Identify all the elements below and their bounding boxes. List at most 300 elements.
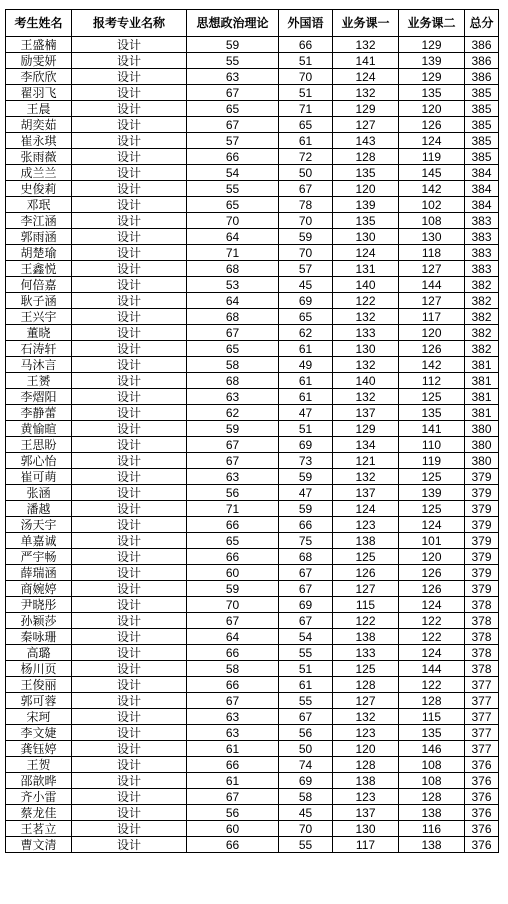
cell-foreign-language-score: 51 xyxy=(279,85,333,101)
cell-major: 设计 xyxy=(72,389,187,405)
table-row xyxy=(6,709,499,725)
table-row xyxy=(6,421,499,437)
table-row xyxy=(6,69,499,85)
table-row xyxy=(6,405,499,421)
cell-course-one-score: 141 xyxy=(333,53,399,69)
cell-total-score: 379 xyxy=(465,565,499,581)
cell-total-score: 377 xyxy=(465,725,499,741)
cell-major: 设计 xyxy=(72,597,187,613)
cell-major: 设计 xyxy=(72,181,187,197)
cell-course-two-score: 118 xyxy=(399,245,465,261)
table-row xyxy=(6,133,499,149)
cell-candidate-name: 严宇畅 xyxy=(6,549,72,565)
cell-politics-score: 68 xyxy=(187,309,279,325)
cell-candidate-name: 王贺 xyxy=(6,757,72,773)
cell-politics-score: 70 xyxy=(187,597,279,613)
cell-major: 设计 xyxy=(72,821,187,837)
cell-total-score: 383 xyxy=(465,229,499,245)
cell-foreign-language-score: 71 xyxy=(279,101,333,117)
cell-course-two-score: 128 xyxy=(399,693,465,709)
cell-course-two-score: 141 xyxy=(399,421,465,437)
cell-course-two-score: 142 xyxy=(399,181,465,197)
cell-foreign-language-score: 74 xyxy=(279,757,333,773)
cell-course-one-score: 130 xyxy=(333,229,399,245)
cell-major: 设计 xyxy=(72,293,187,309)
cell-course-two-score: 129 xyxy=(399,69,465,85)
cell-major: 设计 xyxy=(72,629,187,645)
cell-course-two-score: 119 xyxy=(399,453,465,469)
cell-major: 设计 xyxy=(72,709,187,725)
cell-major: 设计 xyxy=(72,757,187,773)
cell-major: 设计 xyxy=(72,613,187,629)
cell-politics-score: 63 xyxy=(187,725,279,741)
cell-course-two-score: 139 xyxy=(399,485,465,501)
cell-course-one-score: 138 xyxy=(333,533,399,549)
cell-foreign-language-score: 61 xyxy=(279,133,333,149)
cell-candidate-name: 张涵 xyxy=(6,485,72,501)
table-row xyxy=(6,597,499,613)
cell-politics-score: 59 xyxy=(187,37,279,53)
cell-politics-score: 67 xyxy=(187,789,279,805)
cell-foreign-language-score: 67 xyxy=(279,581,333,597)
cell-foreign-language-score: 62 xyxy=(279,325,333,341)
cell-politics-score: 65 xyxy=(187,197,279,213)
cell-total-score: 385 xyxy=(465,101,499,117)
table-row xyxy=(6,773,499,789)
cell-foreign-language-score: 55 xyxy=(279,693,333,709)
cell-course-two-score: 142 xyxy=(399,357,465,373)
cell-course-one-score: 128 xyxy=(333,677,399,693)
table-row xyxy=(6,437,499,453)
cell-candidate-name: 李江涵 xyxy=(6,213,72,229)
cell-politics-score: 68 xyxy=(187,261,279,277)
cell-course-two-score: 124 xyxy=(399,517,465,533)
cell-total-score: 381 xyxy=(465,357,499,373)
table-row xyxy=(6,261,499,277)
cell-politics-score: 66 xyxy=(187,757,279,773)
cell-course-one-score: 130 xyxy=(333,341,399,357)
cell-foreign-language-score: 72 xyxy=(279,149,333,165)
table-row xyxy=(6,485,499,501)
cell-foreign-language-score: 70 xyxy=(279,213,333,229)
cell-course-one-score: 134 xyxy=(333,437,399,453)
cell-total-score: 380 xyxy=(465,421,499,437)
cell-major: 设计 xyxy=(72,149,187,165)
cell-total-score: 379 xyxy=(465,549,499,565)
cell-major: 设计 xyxy=(72,421,187,437)
cell-course-two-score: 124 xyxy=(399,645,465,661)
cell-politics-score: 66 xyxy=(187,549,279,565)
cell-total-score: 379 xyxy=(465,501,499,517)
cell-candidate-name: 王盛楠 xyxy=(6,37,72,53)
cell-total-score: 378 xyxy=(465,597,499,613)
cell-candidate-name: 曹文清 xyxy=(6,837,72,853)
cell-course-two-score: 126 xyxy=(399,581,465,597)
cell-politics-score: 64 xyxy=(187,629,279,645)
header-course-two: 业务课二 xyxy=(399,10,465,37)
cell-total-score: 381 xyxy=(465,389,499,405)
cell-major: 设计 xyxy=(72,245,187,261)
cell-candidate-name: 蔡龙佳 xyxy=(6,805,72,821)
cell-total-score: 385 xyxy=(465,149,499,165)
table-row xyxy=(6,37,499,53)
cell-candidate-name: 王鑫悦 xyxy=(6,261,72,277)
table-row xyxy=(6,629,499,645)
table-row xyxy=(6,789,499,805)
cell-major: 设计 xyxy=(72,37,187,53)
cell-course-two-score: 117 xyxy=(399,309,465,325)
cell-politics-score: 65 xyxy=(187,341,279,357)
cell-candidate-name: 何倍嘉 xyxy=(6,277,72,293)
cell-candidate-name: 郭可蓉 xyxy=(6,693,72,709)
table-row xyxy=(6,309,499,325)
cell-course-one-score: 128 xyxy=(333,757,399,773)
cell-course-two-score: 108 xyxy=(399,773,465,789)
table-row xyxy=(6,389,499,405)
header-major: 报考专业名称 xyxy=(72,10,187,37)
cell-foreign-language-score: 68 xyxy=(279,549,333,565)
cell-candidate-name: 秦咏珊 xyxy=(6,629,72,645)
cell-total-score: 378 xyxy=(465,661,499,677)
cell-course-one-score: 132 xyxy=(333,357,399,373)
cell-foreign-language-score: 50 xyxy=(279,741,333,757)
cell-major: 设计 xyxy=(72,837,187,853)
cell-candidate-name: 邵歆晔 xyxy=(6,773,72,789)
table-row xyxy=(6,837,499,853)
cell-politics-score: 67 xyxy=(187,613,279,629)
cell-politics-score: 67 xyxy=(187,437,279,453)
table-row xyxy=(6,805,499,821)
cell-total-score: 384 xyxy=(465,197,499,213)
cell-course-one-score: 128 xyxy=(333,149,399,165)
cell-major: 设计 xyxy=(72,645,187,661)
cell-candidate-name: 崔永琪 xyxy=(6,133,72,149)
cell-politics-score: 63 xyxy=(187,709,279,725)
cell-course-one-score: 133 xyxy=(333,325,399,341)
cell-course-one-score: 120 xyxy=(333,181,399,197)
cell-major: 设计 xyxy=(72,325,187,341)
cell-candidate-name: 郭心怡 xyxy=(6,453,72,469)
cell-total-score: 383 xyxy=(465,213,499,229)
cell-major: 设计 xyxy=(72,469,187,485)
cell-course-one-score: 143 xyxy=(333,133,399,149)
cell-course-one-score: 132 xyxy=(333,309,399,325)
cell-total-score: 381 xyxy=(465,405,499,421)
cell-foreign-language-score: 70 xyxy=(279,821,333,837)
cell-foreign-language-score: 45 xyxy=(279,277,333,293)
cell-major: 设计 xyxy=(72,789,187,805)
cell-course-two-score: 112 xyxy=(399,373,465,389)
cell-politics-score: 61 xyxy=(187,773,279,789)
cell-course-one-score: 132 xyxy=(333,709,399,725)
cell-candidate-name: 董晓 xyxy=(6,325,72,341)
cell-politics-score: 60 xyxy=(187,565,279,581)
cell-politics-score: 63 xyxy=(187,389,279,405)
cell-politics-score: 59 xyxy=(187,421,279,437)
table-row xyxy=(6,581,499,597)
cell-candidate-name: 励雯妍 xyxy=(6,53,72,69)
score-sheet xyxy=(5,9,499,853)
cell-politics-score: 71 xyxy=(187,245,279,261)
cell-major: 设计 xyxy=(72,485,187,501)
table-row xyxy=(6,645,499,661)
table-row xyxy=(6,53,499,69)
cell-foreign-language-score: 67 xyxy=(279,181,333,197)
cell-foreign-language-score: 67 xyxy=(279,709,333,725)
cell-major: 设计 xyxy=(72,661,187,677)
cell-candidate-name: 成兰兰 xyxy=(6,165,72,181)
cell-foreign-language-score: 54 xyxy=(279,629,333,645)
cell-politics-score: 61 xyxy=(187,741,279,757)
cell-total-score: 385 xyxy=(465,117,499,133)
cell-foreign-language-score: 59 xyxy=(279,501,333,517)
cell-course-one-score: 123 xyxy=(333,517,399,533)
cell-total-score: 382 xyxy=(465,309,499,325)
cell-course-one-score: 126 xyxy=(333,565,399,581)
table-row xyxy=(6,325,499,341)
cell-course-two-score: 126 xyxy=(399,117,465,133)
cell-politics-score: 67 xyxy=(187,325,279,341)
cell-course-two-score: 127 xyxy=(399,293,465,309)
cell-course-one-score: 122 xyxy=(333,293,399,309)
cell-course-two-score: 122 xyxy=(399,629,465,645)
cell-candidate-name: 高璐 xyxy=(6,645,72,661)
cell-major: 设计 xyxy=(72,341,187,357)
cell-course-one-score: 129 xyxy=(333,101,399,117)
cell-candidate-name: 王赟 xyxy=(6,373,72,389)
cell-course-one-score: 124 xyxy=(333,69,399,85)
cell-course-one-score: 120 xyxy=(333,741,399,757)
cell-major: 设计 xyxy=(72,549,187,565)
cell-politics-score: 64 xyxy=(187,229,279,245)
cell-major: 设计 xyxy=(72,53,187,69)
cell-major: 设计 xyxy=(72,229,187,245)
cell-foreign-language-score: 47 xyxy=(279,485,333,501)
table-row xyxy=(6,741,499,757)
cell-politics-score: 66 xyxy=(187,677,279,693)
cell-course-two-score: 110 xyxy=(399,437,465,453)
cell-foreign-language-score: 75 xyxy=(279,533,333,549)
cell-candidate-name: 耿子涵 xyxy=(6,293,72,309)
cell-candidate-name: 商婉婷 xyxy=(6,581,72,597)
cell-course-one-score: 133 xyxy=(333,645,399,661)
table-row xyxy=(6,277,499,293)
cell-course-two-score: 135 xyxy=(399,405,465,421)
cell-course-one-score: 140 xyxy=(333,277,399,293)
cell-foreign-language-score: 70 xyxy=(279,69,333,85)
cell-total-score: 376 xyxy=(465,837,499,853)
cell-politics-score: 71 xyxy=(187,501,279,517)
header-course-one: 业务课一 xyxy=(333,10,399,37)
cell-course-two-score: 102 xyxy=(399,197,465,213)
cell-major: 设计 xyxy=(72,213,187,229)
cell-course-one-score: 124 xyxy=(333,501,399,517)
cell-total-score: 381 xyxy=(465,373,499,389)
cell-foreign-language-score: 59 xyxy=(279,229,333,245)
cell-total-score: 383 xyxy=(465,245,499,261)
cell-major: 设计 xyxy=(72,533,187,549)
cell-course-one-score: 135 xyxy=(333,213,399,229)
table-row xyxy=(6,357,499,373)
cell-major: 设计 xyxy=(72,565,187,581)
cell-course-one-score: 127 xyxy=(333,117,399,133)
cell-major: 设计 xyxy=(72,805,187,821)
cell-total-score: 382 xyxy=(465,293,499,309)
cell-course-two-score: 126 xyxy=(399,341,465,357)
cell-politics-score: 67 xyxy=(187,693,279,709)
cell-course-two-score: 101 xyxy=(399,533,465,549)
cell-course-two-score: 144 xyxy=(399,661,465,677)
cell-total-score: 376 xyxy=(465,757,499,773)
table-row xyxy=(6,373,499,389)
cell-candidate-name: 王茗立 xyxy=(6,821,72,837)
cell-candidate-name: 李熠阳 xyxy=(6,389,72,405)
cell-politics-score: 66 xyxy=(187,837,279,853)
cell-politics-score: 65 xyxy=(187,533,279,549)
cell-course-one-score: 127 xyxy=(333,581,399,597)
cell-course-one-score: 132 xyxy=(333,85,399,101)
cell-foreign-language-score: 61 xyxy=(279,373,333,389)
cell-candidate-name: 胡楚瑜 xyxy=(6,245,72,261)
cell-course-one-score: 132 xyxy=(333,389,399,405)
cell-foreign-language-score: 49 xyxy=(279,357,333,373)
cell-foreign-language-score: 45 xyxy=(279,805,333,821)
cell-course-one-score: 124 xyxy=(333,245,399,261)
cell-total-score: 385 xyxy=(465,85,499,101)
cell-course-one-score: 138 xyxy=(333,773,399,789)
cell-politics-score: 66 xyxy=(187,149,279,165)
cell-total-score: 386 xyxy=(465,69,499,85)
cell-total-score: 377 xyxy=(465,709,499,725)
cell-candidate-name: 王思盼 xyxy=(6,437,72,453)
cell-politics-score: 66 xyxy=(187,517,279,533)
cell-total-score: 384 xyxy=(465,165,499,181)
cell-foreign-language-score: 65 xyxy=(279,309,333,325)
header-foreign-language: 外国语 xyxy=(279,10,333,37)
cell-politics-score: 54 xyxy=(187,165,279,181)
cell-course-two-score: 108 xyxy=(399,213,465,229)
cell-foreign-language-score: 69 xyxy=(279,597,333,613)
cell-foreign-language-score: 67 xyxy=(279,613,333,629)
cell-foreign-language-score: 51 xyxy=(279,661,333,677)
cell-major: 设计 xyxy=(72,693,187,709)
cell-candidate-name: 王俊丽 xyxy=(6,677,72,693)
cell-major: 设计 xyxy=(72,85,187,101)
cell-politics-score: 60 xyxy=(187,821,279,837)
cell-course-two-score: 138 xyxy=(399,805,465,821)
scores-table xyxy=(5,9,499,853)
table-row xyxy=(6,533,499,549)
cell-politics-score: 56 xyxy=(187,485,279,501)
cell-politics-score: 67 xyxy=(187,453,279,469)
table-row xyxy=(6,293,499,309)
cell-politics-score: 58 xyxy=(187,661,279,677)
cell-foreign-language-score: 66 xyxy=(279,37,333,53)
cell-course-one-score: 137 xyxy=(333,405,399,421)
cell-candidate-name: 薛瑞涵 xyxy=(6,565,72,581)
cell-foreign-language-score: 51 xyxy=(279,421,333,437)
cell-candidate-name: 孙颖莎 xyxy=(6,613,72,629)
cell-candidate-name: 齐小雷 xyxy=(6,789,72,805)
cell-total-score: 376 xyxy=(465,805,499,821)
table-row xyxy=(6,725,499,741)
cell-foreign-language-score: 56 xyxy=(279,725,333,741)
cell-major: 设计 xyxy=(72,437,187,453)
cell-candidate-name: 马沐言 xyxy=(6,357,72,373)
cell-foreign-language-score: 61 xyxy=(279,677,333,693)
cell-course-one-score: 122 xyxy=(333,613,399,629)
table-row xyxy=(6,661,499,677)
header-row xyxy=(6,10,499,37)
cell-major: 设计 xyxy=(72,277,187,293)
cell-course-two-score: 120 xyxy=(399,101,465,117)
cell-total-score: 382 xyxy=(465,277,499,293)
cell-candidate-name: 胡奕茹 xyxy=(6,117,72,133)
cell-total-score: 382 xyxy=(465,325,499,341)
table-row xyxy=(6,341,499,357)
cell-politics-score: 55 xyxy=(187,181,279,197)
cell-candidate-name: 李静蕾 xyxy=(6,405,72,421)
cell-major: 设计 xyxy=(72,501,187,517)
cell-major: 设计 xyxy=(72,69,187,85)
cell-politics-score: 55 xyxy=(187,53,279,69)
cell-major: 设计 xyxy=(72,773,187,789)
cell-course-two-score: 115 xyxy=(399,709,465,725)
cell-major: 设计 xyxy=(72,117,187,133)
cell-course-one-score: 127 xyxy=(333,693,399,709)
cell-major: 设计 xyxy=(72,581,187,597)
cell-candidate-name: 杨川页 xyxy=(6,661,72,677)
cell-course-two-score: 125 xyxy=(399,501,465,517)
cell-course-two-score: 139 xyxy=(399,53,465,69)
cell-course-one-score: 137 xyxy=(333,805,399,821)
cell-course-one-score: 140 xyxy=(333,373,399,389)
cell-major: 设计 xyxy=(72,741,187,757)
cell-candidate-name: 汤天宇 xyxy=(6,517,72,533)
cell-course-two-score: 144 xyxy=(399,277,465,293)
cell-total-score: 379 xyxy=(465,533,499,549)
cell-foreign-language-score: 70 xyxy=(279,245,333,261)
cell-foreign-language-score: 69 xyxy=(279,437,333,453)
cell-course-one-score: 132 xyxy=(333,469,399,485)
cell-foreign-language-score: 51 xyxy=(279,53,333,69)
cell-major: 设计 xyxy=(72,165,187,181)
table-row xyxy=(6,245,499,261)
cell-course-two-score: 122 xyxy=(399,677,465,693)
cell-course-two-score: 135 xyxy=(399,725,465,741)
cell-politics-score: 57 xyxy=(187,133,279,149)
cell-major: 设计 xyxy=(72,261,187,277)
cell-course-one-score: 130 xyxy=(333,821,399,837)
cell-major: 设计 xyxy=(72,357,187,373)
cell-foreign-language-score: 66 xyxy=(279,517,333,533)
cell-course-one-score: 121 xyxy=(333,453,399,469)
cell-total-score: 379 xyxy=(465,485,499,501)
cell-total-score: 377 xyxy=(465,677,499,693)
cell-candidate-name: 张雨薇 xyxy=(6,149,72,165)
cell-foreign-language-score: 73 xyxy=(279,453,333,469)
table-row xyxy=(6,165,499,181)
cell-foreign-language-score: 58 xyxy=(279,789,333,805)
cell-candidate-name: 龚钰婷 xyxy=(6,741,72,757)
cell-total-score: 376 xyxy=(465,789,499,805)
cell-major: 设计 xyxy=(72,309,187,325)
cell-course-two-score: 125 xyxy=(399,389,465,405)
cell-foreign-language-score: 65 xyxy=(279,117,333,133)
cell-politics-score: 65 xyxy=(187,101,279,117)
cell-total-score: 379 xyxy=(465,469,499,485)
cell-course-one-score: 139 xyxy=(333,197,399,213)
